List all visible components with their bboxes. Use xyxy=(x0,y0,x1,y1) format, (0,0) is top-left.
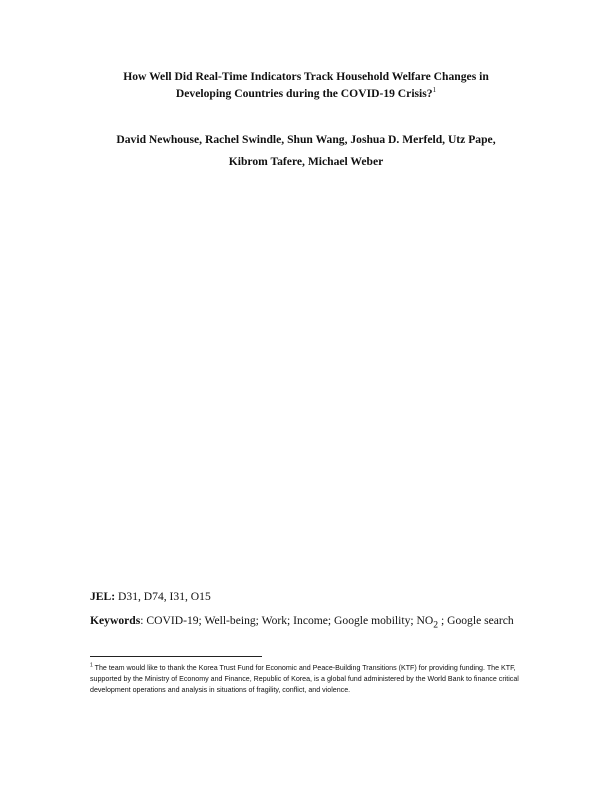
title-line-2: Developing Countries during the COVID-19 Crisis? xyxy=(175,87,433,100)
footnote-separator xyxy=(90,656,262,657)
title-line-1: How Well Did Real-Time Indicators Track Household Welfare Changes in xyxy=(123,70,489,83)
no2-subscript: 2 xyxy=(433,619,439,631)
author-list xyxy=(60,129,552,173)
footnote-text: The team would like to thank the Korea Trust Fund for Economic and Peace-Building Transitions (KTF) for providing funding. The KTF, supported by the Ministry of Economy and Finance, Republic of Korea, is a global fund administered by the World Bank to finance critical development operations and analysis in situations of fragility, conflict, and violence. xyxy=(90,664,519,694)
authors-line-1: David Newhouse, Rachel Swindle, Shun Wang, Joshua D. Merfeld, Utz Pape, xyxy=(116,133,496,146)
jel-label: JEL: xyxy=(90,590,116,603)
footnote-marker: 1 xyxy=(90,662,93,669)
authors-line-2: Kibrom Tafere, Michael Weber xyxy=(228,155,384,168)
title-footnote-marker[interactable]: 1 xyxy=(432,86,437,95)
footnote-1 xyxy=(90,663,526,696)
paper-title xyxy=(60,68,552,102)
keywords-text-part1: : COVID-19; Well-being; Work; Income; Google mobility; NO xyxy=(140,614,434,627)
jel-values: D31, D74, I31, O15 xyxy=(115,590,211,603)
keywords-label: Keywords xyxy=(90,614,141,627)
keywords-text-part2: ; Google search xyxy=(438,614,514,627)
jel-codes xyxy=(90,589,211,605)
keywords-line xyxy=(90,613,514,633)
